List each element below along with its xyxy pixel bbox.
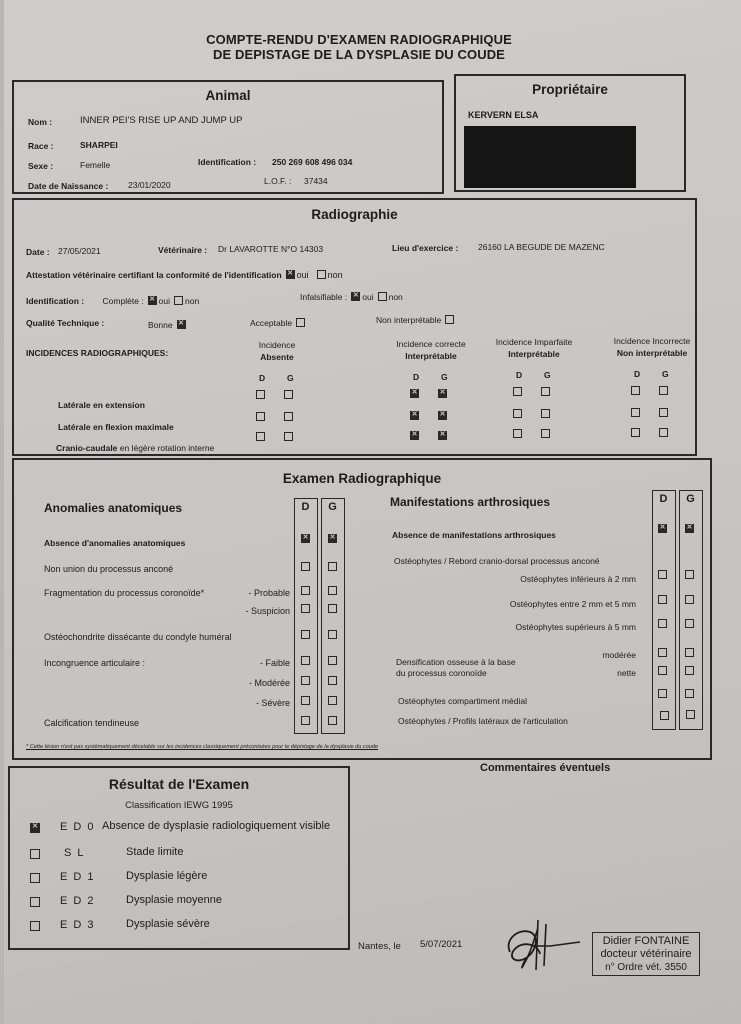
veterinarian-stamp (592, 932, 700, 976)
resultat-section (8, 766, 350, 950)
anomaly-g-checkbox[interactable] (328, 562, 337, 571)
anomaly-g-checkbox[interactable] (328, 716, 337, 725)
anomaly-sublabel: - Faible (259, 658, 290, 668)
stamp-name: Didier FONTAINE (602, 935, 690, 947)
inf2-g-checkbox[interactable] (685, 570, 694, 579)
complete-non-label: non (185, 296, 200, 306)
sup5-label: Ostéophytes supérieurs à 5 mm (515, 622, 636, 632)
signature-date: 5/07/2021 (420, 939, 463, 950)
infalsifiable-row (300, 287, 403, 305)
absence-arthrosiques-g-checkbox[interactable] (685, 524, 694, 533)
attestation-oui-checkbox[interactable] (286, 270, 295, 279)
qualite-bonne-checkbox[interactable] (177, 320, 186, 329)
arthrosiques-g-header: G (686, 493, 695, 505)
incidence-checkbox-d[interactable] (513, 387, 522, 396)
incidence-checkbox-d[interactable] (410, 431, 419, 440)
infalsifiable-non-label: non (388, 292, 403, 302)
moderee-d-checkbox[interactable] (658, 648, 667, 657)
incidence-d-header: D (516, 370, 523, 380)
sexe-label: Sexe : (28, 161, 54, 171)
incidence-checkbox-d[interactable] (513, 409, 522, 418)
grade-checkbox[interactable] (30, 823, 40, 833)
incidence-g-header: G (662, 368, 669, 379)
grade-code: E D 2 (60, 895, 96, 907)
radio-date-label: Date : (26, 247, 50, 257)
incidence-g-header: G (441, 371, 448, 382)
qualite-bonne-label: Bonne (148, 320, 173, 330)
incidence-row-label-rest: en légère rotation interne (117, 443, 215, 453)
sexe-value: Femelle (80, 160, 111, 170)
incidence-checkbox-d[interactable] (410, 411, 419, 420)
grade-label: Absence de dysplasie radiologiquement visible (102, 820, 331, 832)
rebord-label: Ostéophytes / Rebord cranio-dorsal processus anconé (394, 556, 600, 566)
incidence-g-header: G (287, 373, 294, 383)
anomaly-label: Fragmentation du processus coronoïde* (44, 588, 205, 598)
incidence-checkbox-g[interactable] (541, 387, 550, 396)
identification-row (26, 291, 199, 309)
radio-date-value: 27/05/2021 (58, 246, 101, 256)
sup5-d-checkbox[interactable] (658, 619, 667, 628)
qualite-acceptable-label: Acceptable (250, 318, 293, 328)
medial-label: Ostéophytes compartiment médial (398, 696, 527, 706)
anomalies-title: Anomalies anatomiques (44, 501, 183, 515)
anomaly-sublabel: - Sévère (255, 698, 290, 708)
grade-checkbox[interactable] (30, 873, 40, 883)
incidence-d-header: D (634, 368, 641, 379)
nom-label: Nom : (28, 117, 53, 127)
animal-title: Animal (205, 88, 251, 103)
naissance-label: Date de Naissance : (28, 181, 109, 191)
incidence-d-header: D (413, 371, 420, 382)
race-label: Race : (28, 141, 54, 151)
examen-section (12, 458, 712, 760)
incidence-column-header-line2: Interprétable (405, 350, 457, 361)
incidence-checkbox-g[interactable] (438, 389, 447, 398)
complete-oui-checkbox[interactable] (148, 296, 157, 305)
incidence-g-header: G (544, 370, 551, 380)
infalsifiable-oui-checkbox[interactable] (351, 292, 360, 301)
race-value: SHARPEI (80, 140, 118, 150)
stamp-title: docteur vétérinaire (600, 948, 692, 960)
incidence-checkbox-g[interactable] (659, 386, 668, 395)
anomalies-d-header: D (301, 501, 310, 513)
entre-d-checkbox[interactable] (658, 595, 667, 604)
profils-d-checkbox[interactable] (660, 711, 669, 720)
incidences-label: INCIDENCES RADIOGRAPHIQUES: (26, 348, 169, 358)
incidence-checkbox-g[interactable] (438, 431, 447, 440)
complete-non-checkbox[interactable] (174, 296, 183, 305)
anomalies-g-header: G (328, 501, 337, 513)
incidence-checkbox-d[interactable] (256, 412, 265, 421)
identification-check-label: Identification : (26, 296, 85, 306)
resultat-title: Résultat de l'Examen (108, 776, 250, 792)
attestation-oui-label: oui (296, 270, 309, 280)
moderee-label: modérée (602, 650, 636, 660)
incidence-checkbox-g[interactable] (659, 408, 668, 417)
commentaires-title: Commentaires éventuels (480, 762, 611, 774)
entre-g-checkbox[interactable] (685, 595, 694, 604)
anomaly-d-checkbox[interactable] (301, 534, 310, 543)
incidence-checkbox-d[interactable] (631, 386, 640, 395)
inf2-label: Ostéophytes inférieurs à 2 mm (520, 574, 636, 584)
moderee-g-checkbox[interactable] (685, 648, 694, 657)
incidence-row-label (56, 438, 214, 456)
incidence-checkbox-g[interactable] (541, 429, 550, 438)
anomaly-label: Ostéochondrite dissécante du condyle huméral (44, 632, 232, 642)
complete-label: Complète : (102, 296, 144, 306)
grade-code: S L (64, 847, 86, 859)
incidence-checkbox-g[interactable] (438, 411, 447, 420)
handwritten-signature (504, 914, 584, 974)
classification-label: Classification IEWG 1995 (125, 800, 233, 811)
arthrosiques-d-header: D (659, 493, 668, 505)
grade-code: E D 0 (60, 821, 96, 833)
lieu-label: Lieu d'exercice : (392, 243, 459, 253)
report-page (4, 0, 741, 1024)
densification-line1: Densification osseuse à la base (396, 657, 516, 667)
medial-g-checkbox[interactable] (685, 689, 694, 698)
nette-d-checkbox[interactable] (658, 666, 667, 675)
incidence-row-label (58, 395, 145, 413)
grade-label: Dysplasie moyenne (126, 894, 222, 906)
incidence-column-header-line2: Interprétable (508, 349, 560, 359)
infalsifiable-non-checkbox[interactable] (378, 292, 387, 301)
anomaly-sublabel: - Probable (248, 588, 290, 598)
incidence-checkbox-g[interactable] (284, 412, 293, 421)
incidence-column-header-line2: Non interprétable (616, 347, 688, 358)
grade-label: Dysplasie légère (126, 870, 208, 882)
infalsifiable-label: Infalsifiable : (300, 292, 348, 302)
qualite-non-interpretable (376, 310, 456, 328)
redacted-address (464, 126, 636, 188)
lof-label: L.O.F. : (264, 176, 292, 186)
anomaly-d-checkbox[interactable] (301, 716, 310, 725)
incidence-checkbox-g[interactable] (284, 390, 293, 399)
incidence-checkbox-g[interactable] (659, 428, 668, 437)
grade-label: Dysplasie sévère (126, 918, 210, 930)
grade-code: E D 1 (60, 871, 96, 883)
incidence-d-header: D (259, 373, 266, 383)
anomaly-d-checkbox[interactable] (301, 586, 310, 595)
inf2-d-checkbox[interactable] (658, 570, 667, 579)
incidence-checkbox-g[interactable] (541, 409, 550, 418)
identification-label: Identification : (198, 157, 257, 167)
identification-value: 250 269 608 496 034 (272, 157, 353, 167)
anomaly-label: Incongruence articulaire : (44, 658, 146, 668)
incidence-row-label (58, 417, 174, 435)
incidence-checkbox-d[interactable] (631, 428, 640, 437)
report-title-line1: COMPTE-RENDU D'EXAMEN RADIOGRAPHIQUE (206, 32, 512, 47)
arthrosiques-title: Manifestations arthrosiques (390, 495, 551, 509)
anomaly-d-checkbox[interactable] (301, 562, 310, 571)
absence-arthrosiques-label: Absence de manifestations arthrosiques (392, 530, 556, 540)
lieu-value: 26160 LA BEGUDE DE MAZENC (478, 242, 605, 252)
anomaly-d-checkbox[interactable] (301, 696, 310, 705)
qualite-label: Qualité Technique : (26, 318, 105, 328)
proprietaire-name: KERVERN ELSA (468, 110, 539, 120)
nom-value: INNER PEI'S RISE UP AND JUMP UP (80, 115, 243, 126)
anomaly-g-checkbox[interactable] (328, 696, 337, 705)
examen-title: Examen Radiographique (282, 471, 442, 486)
incidence-column-header-line1: Incidence Imparfaite (495, 337, 573, 347)
qualite-non-interpretable-checkbox[interactable] (445, 315, 454, 324)
profils-g-checkbox[interactable] (686, 710, 695, 719)
entre-label: Ostéophytes entre 2 mm et 5 mm (509, 599, 636, 609)
animal-section (12, 80, 444, 194)
radiographie-title: Radiographie (311, 207, 398, 222)
signature-place: Nantes, le (358, 941, 401, 952)
anomaly-sublabel: - Suspicion (245, 606, 290, 616)
qualite-non-interpretable-label: Non interprétable (376, 315, 442, 325)
incidence-checkbox-d[interactable] (410, 389, 419, 398)
attestation-label: Attestation vétérinaire certifiant la conformité de l'identification (26, 270, 282, 280)
stamp-order-number: n° Ordre vét. 3550 (605, 962, 687, 973)
anomaly-label: Absence d'anomalies anatomiques (44, 538, 186, 548)
incidence-checkbox-d[interactable] (513, 429, 522, 438)
anomaly-label: Calcification tendineuse (44, 718, 140, 728)
incidence-checkbox-g[interactable] (284, 432, 293, 441)
proprietaire-section (454, 74, 686, 192)
attestation-non-checkbox[interactable] (317, 270, 326, 279)
veterinaire-label: Vétérinaire : (158, 245, 208, 255)
densification-line2: du processus coronoïde (396, 668, 487, 678)
incidence-column-header-line1: Incidence (258, 340, 296, 350)
qualite-acceptable-checkbox[interactable] (296, 318, 305, 327)
report-title-line2: DE DEPISTAGE DE LA DYSPLASIE DU COUDE (213, 47, 505, 62)
attestation-non-label: non (327, 270, 343, 280)
anomaly-g-checkbox[interactable] (328, 534, 337, 543)
proprietaire-title: Propriétaire (532, 82, 608, 97)
footnote: * Cette lésion n'est pas systématiquement décelable sur les incidences classiquement préconisées pour le dépistage de la dysplasie du coude (26, 744, 379, 750)
grade-label: Stade limite (126, 846, 184, 858)
lof-value: 37434 (304, 176, 328, 186)
complete-oui-label: oui (158, 296, 170, 306)
nette-label: nette (617, 668, 636, 678)
incidence-column-header-line1: Incidence Incorrecte (613, 335, 691, 346)
incidence-checkbox-d[interactable] (631, 408, 640, 417)
anomaly-label: Non union du processus anconé (44, 564, 174, 574)
nette-g-checkbox[interactable] (685, 666, 694, 675)
incidence-row-label-bold: Latérale en extension (58, 400, 145, 410)
grade-code: E D 3 (60, 919, 96, 931)
grade-checkbox[interactable] (30, 849, 40, 859)
anomaly-g-checkbox[interactable] (328, 586, 337, 595)
incidence-row-label-bold: Cranio-caudale (56, 443, 118, 453)
incidence-column-header-line2: Absente (260, 352, 294, 362)
incidence-checkbox-d[interactable] (256, 432, 265, 441)
infalsifiable-oui-label: oui (362, 292, 374, 302)
attestation-row (26, 265, 343, 283)
absence-arthrosiques-d-checkbox[interactable] (658, 524, 667, 533)
sup5-g-checkbox[interactable] (685, 619, 694, 628)
qualite-acceptable (250, 313, 307, 331)
profils-label: Ostéophytes / Profils latéraux de l'articulation (398, 716, 568, 726)
medial-d-checkbox[interactable] (658, 689, 667, 698)
naissance-value: 23/01/2020 (128, 180, 171, 190)
incidence-row-label-bold: Latérale en flexion maximale (58, 422, 174, 432)
veterinaire-value: Dr LAVAROTTE N°O 14303 (218, 244, 324, 254)
anomaly-sublabel: - Modérée (248, 678, 290, 688)
qualite-bonne (148, 315, 188, 333)
radiographie-section (12, 198, 697, 456)
incidence-checkbox-d[interactable] (256, 390, 265, 399)
grade-checkbox[interactable] (30, 921, 40, 931)
incidence-column-header-line1: Incidence correcte (396, 338, 466, 349)
grade-checkbox[interactable] (30, 897, 40, 907)
